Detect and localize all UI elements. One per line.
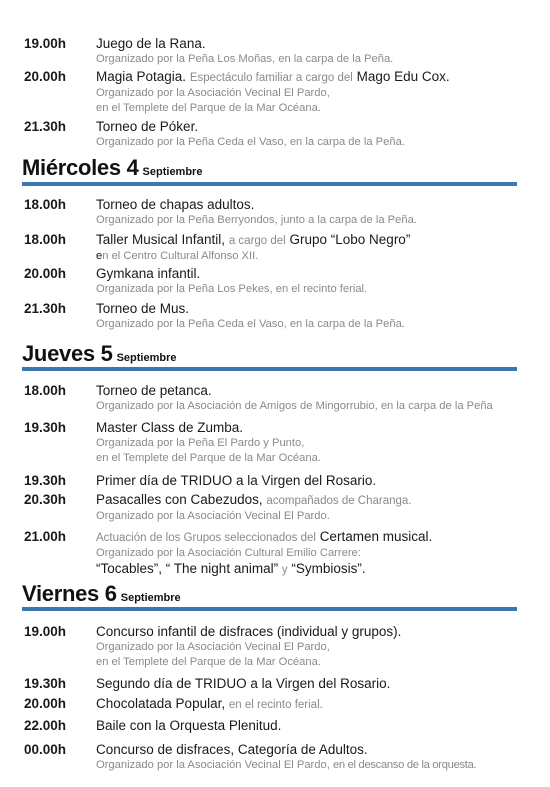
event-organizer-line	[96, 758, 546, 773]
event-title: Torneo de chapas adultos.	[96, 197, 255, 212]
event-time: 18.00h	[24, 232, 67, 247]
event-location: en el Templete del Parque de la Mar Océana.	[96, 452, 321, 464]
event-groups-conjunction: y	[281, 564, 288, 576]
event-groups-last: “Symbiosis”.	[291, 561, 366, 576]
event-time: 00.00h	[24, 742, 67, 757]
event-title-line	[96, 492, 546, 509]
event-performer: Grupo “Lobo Negro”	[289, 232, 411, 247]
section-divider	[22, 182, 517, 186]
event-title: Torneo de petanca.	[96, 383, 212, 398]
day-heading	[22, 155, 202, 181]
event-time: 19.30h	[24, 676, 67, 691]
event-note: Actuación de los Grupos seleccionados del	[96, 532, 316, 544]
day-heading	[22, 341, 177, 367]
event-title: Chocolatada Popular,	[96, 696, 226, 711]
event-organizer: Organizado por la Asociación Vecinal El Pardo.	[96, 510, 330, 522]
event-organizer: Organizado por la Asociación Cultural Emilio Carrere:	[96, 547, 361, 559]
event-title: Certamen musical.	[319, 529, 433, 544]
event-location	[96, 249, 546, 264]
event-title-line	[96, 232, 546, 249]
event-time: 21.30h	[24, 119, 67, 134]
event-title: Pasacalles con Cabezudos,	[96, 492, 263, 507]
event-time: 22.00h	[24, 718, 67, 733]
day-name: Viernes 6	[22, 581, 117, 606]
event-time: 18.00h	[24, 197, 67, 212]
event-title: Torneo de Póker.	[96, 119, 199, 134]
event-performer: Mago Edu Cox.	[356, 69, 450, 84]
location-text: n el Centro Cultural Alfonso XII.	[102, 250, 259, 262]
event-title-line	[96, 69, 546, 86]
event-groups: “Tocables”, “ The night animal”	[96, 561, 279, 576]
event-title: Baile con la Orquesta Plenitud.	[96, 718, 282, 733]
event-title: Torneo de Mus.	[96, 301, 190, 316]
event-organizer: Organizado por la Asociación de Amigos de Mingorrubio, en la carpa de la Peña	[96, 400, 493, 412]
event-title: Taller Musical Infantil,	[96, 232, 226, 247]
day-name: Miércoles 4	[22, 155, 139, 180]
event-organizer: Organizado por la Asociación Vecinal El Pardo,	[96, 87, 330, 99]
event-time: 20.00h	[24, 266, 67, 281]
section-divider	[22, 367, 517, 371]
event-location: en el descanso de la orquesta.	[332, 759, 477, 771]
event-organizer: Organizado por la Peña Los Moñas, en la carpa de la Peña.	[96, 53, 394, 65]
event-location: en el Templete del Parque de la Mar Océana.	[96, 102, 321, 114]
day-heading	[22, 581, 181, 607]
event-location: en el Templete del Parque de la Mar Océana.	[96, 656, 321, 668]
event-time: 19.00h	[24, 624, 67, 639]
event-organizer: Organizada por la Peña Los Pekes, en el recinto ferial.	[96, 283, 368, 295]
event-note: Espectáculo familiar a cargo del	[189, 72, 353, 84]
event-organizer: Organizada por la Peña El Pardo y Punto,	[96, 437, 305, 449]
event-title: Master Class de Zumba.	[96, 420, 244, 435]
event-time: 20.00h	[24, 696, 67, 711]
event-title: Gymkana infantil.	[96, 266, 201, 281]
event-organizer: Organizado por la Asociación Vecinal El Pardo,	[96, 759, 330, 771]
day-name: Jueves 5	[22, 341, 113, 366]
event-title: Segundo día de TRIDUO a la Virgen del Rosario.	[96, 676, 391, 691]
event-time: 20.30h	[24, 492, 67, 507]
event-time: 18.00h	[24, 383, 67, 398]
day-month: Septiembre	[116, 352, 177, 364]
event-title-line	[96, 696, 546, 713]
event-title: Juego de la Rana.	[96, 36, 206, 51]
event-organizer: Organizado por la Peña Berryondos, junto a la carpa de la Peña.	[96, 214, 417, 226]
event-time: 19.30h	[24, 473, 67, 488]
event-time: 21.30h	[24, 301, 67, 316]
event-note: a cargo del	[228, 235, 286, 247]
day-month: Septiembre	[120, 592, 181, 604]
event-organizer: Organizado por la Peña Ceda el Vaso, en la carpa de la Peña.	[96, 318, 405, 330]
event-time: 20.00h	[24, 69, 67, 84]
event-time: 21.00h	[24, 529, 67, 544]
event-organizer: Organizado por la Peña Ceda el Vaso, en la carpa de la Peña.	[96, 136, 405, 148]
section-divider	[22, 607, 517, 611]
event-title: Magia Potagia.	[96, 69, 187, 84]
event-title: Primer día de TRIDUO a la Virgen del Rosario.	[96, 473, 377, 488]
event-time: 19.30h	[24, 420, 67, 435]
event-time: 19.00h	[24, 36, 67, 51]
day-month: Septiembre	[142, 166, 203, 178]
event-title-line	[96, 529, 546, 546]
event-title: Concurso infantil de disfraces (individual y grupos).	[96, 624, 402, 639]
event-title: Concurso de disfraces, Categoría de Adultos.	[96, 742, 368, 757]
event-note: en el recinto ferial.	[228, 699, 323, 711]
event-note: acompañados de Charanga.	[266, 495, 412, 507]
event-organizer: Organizado por la Asociación Vecinal El Pardo,	[96, 641, 330, 653]
location-prefix: e	[96, 250, 103, 262]
event-groups-line	[96, 561, 546, 578]
